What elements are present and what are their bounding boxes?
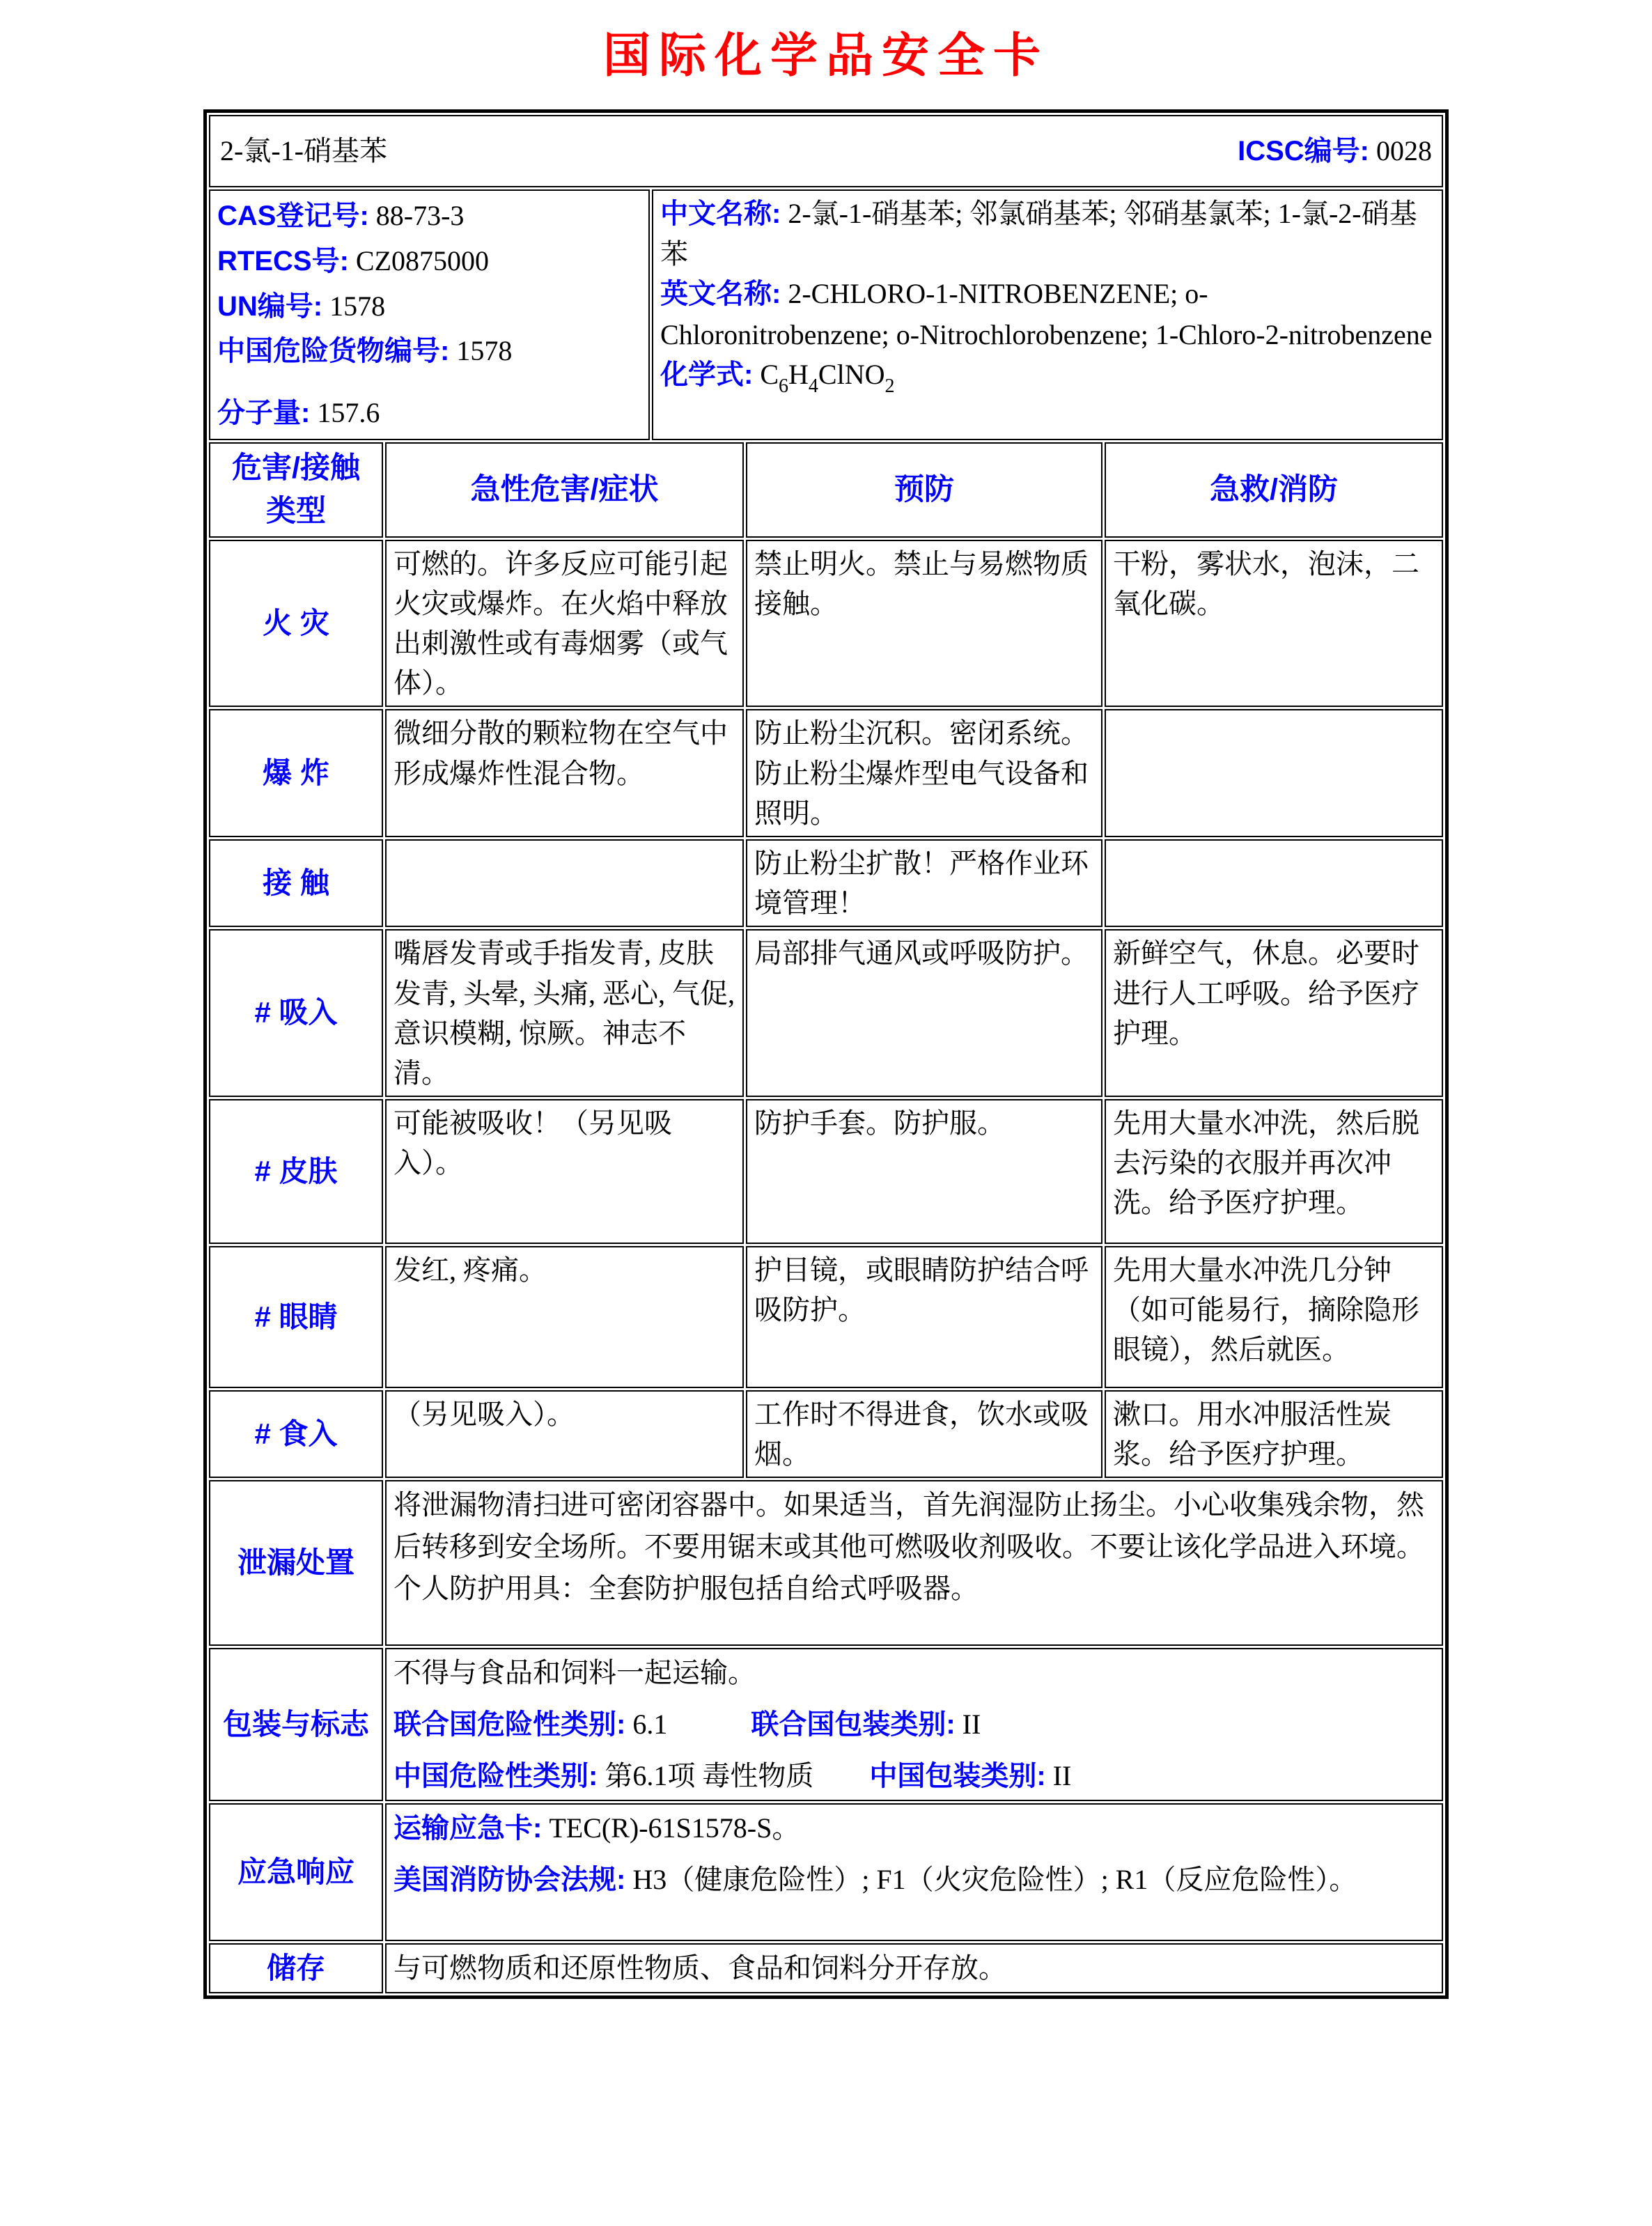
rtecs-label: RTECS号:	[217, 245, 349, 277]
hazard-row-fire	[209, 540, 1443, 708]
packaging-content	[385, 1648, 1443, 1801]
ingestion-symptoms: （另见吸入）。	[385, 1390, 744, 1478]
emergency-label: 应急响应	[209, 1803, 383, 1941]
hazard-type-ingestion: # 食入	[209, 1390, 383, 1478]
nfpa-value: H3（健康危险性）; F1（火灾危险性）; R1（反应危险性）。	[632, 1864, 1357, 1896]
inhalation-aid: 新鲜空气，休息。必要时进行人工呼吸。给予医疗护理。	[1105, 929, 1443, 1097]
storage-label: 储存	[209, 1943, 383, 1993]
cn-pack-group-value: II	[1052, 1760, 1072, 1792]
explosion-aid	[1105, 709, 1443, 837]
ingestion-aid: 漱口。用水冲服活性炭浆。给予医疗护理。	[1105, 1390, 1443, 1478]
hazard-header-row	[209, 442, 1443, 538]
contact-aid	[1105, 839, 1443, 927]
eyes-aid: 先用大量水冲洗几分钟（如可能易行，摘除隐形眼镜），然后就医。	[1105, 1246, 1443, 1388]
formula-value: $C_6H_4ClNO_2$	[760, 358, 895, 397]
chinese-names-label: 中文名称:	[660, 199, 781, 229]
hazard-row-inhalation	[209, 929, 1443, 1097]
hazard-row-explosion	[209, 709, 1443, 837]
hazard-type-eyes: # 眼睛	[209, 1246, 383, 1388]
page-title: 国际化学品安全卡	[602, 29, 1049, 82]
packaging-un-line	[393, 1704, 1435, 1745]
hazard-row-ingestion	[209, 1390, 1443, 1478]
chinese-names-line	[660, 194, 1435, 274]
emergency-content	[385, 1803, 1443, 1941]
eyes-prevention: 护目镜，或眼睛防护结合呼吸防护。	[746, 1246, 1102, 1388]
identifiers-cell	[209, 189, 650, 440]
un-line	[217, 284, 641, 329]
rtecs-line	[217, 239, 641, 284]
storage-row	[209, 1943, 1443, 1993]
card-header-row	[209, 115, 1443, 187]
identification-row	[209, 189, 1443, 440]
hazard-row-eyes	[209, 1246, 1443, 1388]
un-label: UN编号:	[217, 290, 323, 322]
icsc-number	[1238, 131, 1432, 171]
cn-dangerous-goods-value: 1578	[456, 335, 513, 367]
molecular-weight-label: 分子量:	[217, 398, 311, 429]
cn-pack-group-label: 中国包装类别:	[869, 1761, 1046, 1792]
molecular-weight-value: 157.6	[317, 397, 380, 429]
chemical-name: 2-氯-1-硝基苯	[220, 135, 387, 167]
col-header-first-aid: 急救/消防	[1105, 442, 1443, 538]
hazard-type-fire: 火 灾	[209, 540, 383, 708]
spillage-text: 将泄漏物清扫进可密闭容器中。如果适当，首先润湿防止扬尘。小心收集残余物，然后转移到安全场所。不要用锯末或其他可燃吸收剂吸收。不要让该化学品进入环境。个人防护用具：全套防护服包括自给式呼吸器。	[385, 1480, 1443, 1646]
fire-symptoms: 可燃的。许多反应可能引起火灾或爆炸。在火焰中释放出刺激性或有毒烟雾（或气体）。	[385, 540, 744, 708]
hazard-type-inhalation: # 吸入	[209, 929, 383, 1097]
spillage-label: 泄漏处置	[209, 1480, 383, 1646]
col-header-prevention: 预防	[746, 442, 1102, 538]
hazard-type-skin: # 皮肤	[209, 1099, 383, 1244]
contact-prevention: 防止粉尘扩散！严格作业环境管理！	[746, 839, 1102, 927]
eyes-symptoms: 发红, 疼痛。	[385, 1246, 744, 1388]
un-pack-group-label: 联合国包装类别:	[751, 1709, 956, 1741]
explosion-prevention: 防止粉尘沉积。密闭系统。防止粉尘爆炸型电气设备和照明。	[746, 709, 1102, 837]
english-names-line	[660, 274, 1435, 354]
cas-label: CAS登记号:	[217, 201, 369, 231]
fire-prevention: 禁止明火。禁止与易燃物质接触。	[746, 540, 1102, 708]
skin-symptoms: 可能被吸收！（另见吸入）。	[385, 1099, 744, 1244]
cas-line	[217, 194, 641, 239]
skin-prevention: 防护手套。防护服。	[746, 1099, 1102, 1244]
cn-dangerous-goods-line	[217, 329, 641, 374]
inhalation-prevention: 局部排气通风或呼吸防护。	[746, 929, 1102, 1097]
formula-label: 化学式:	[660, 359, 754, 390]
chinese-names-value: 2-氯-1-硝基苯; 邻氯硝基苯; 邻硝基氯苯; 1-氯-2-硝基苯	[660, 198, 1417, 270]
skin-aid: 先用大量水冲洗，然后脱去污染的衣服并再次冲洗。给予医疗护理。	[1105, 1099, 1443, 1244]
hazard-row-skin	[209, 1099, 1443, 1244]
english-names-value: 2-CHLORO-1-NITROBENZENE; o-Chloronitrobenzene; o-Nitrochlorobenzene; 1-Chloro-2-nitrobenzene	[660, 278, 1433, 350]
molecular-weight-line	[217, 391, 641, 436]
packaging-transport-note: 不得与食品和饲料一起运输。	[393, 1657, 756, 1689]
hazard-type-contact: 接 触	[209, 839, 383, 927]
ingestion-prevention: 工作时不得进食，饮水或吸烟。	[746, 1390, 1102, 1478]
transport-emergency-card-line	[393, 1807, 1435, 1849]
spillage-row	[209, 1480, 1443, 1646]
packaging-label: 包装与标志	[209, 1648, 383, 1801]
cas-value: 88-73-3	[375, 200, 465, 231]
emergency-row	[209, 1803, 1443, 1941]
un-pack-group-value: II	[962, 1709, 981, 1741]
hazard-row-contact	[209, 839, 1443, 927]
contact-symptoms	[385, 839, 744, 927]
storage-text: 与可燃物质和还原性物质、食品和饲料分开存放。	[385, 1943, 1443, 1993]
rtecs-value: CZ0875000	[355, 244, 490, 277]
transport-emergency-card-value: TEC(R)-61S1578-S。	[549, 1812, 800, 1844]
cn-hazard-class-label: 中国危险性类别:	[393, 1761, 598, 1792]
un-hazard-class-value: 6.1	[632, 1709, 668, 1741]
fire-aid: 干粉，雾状水，泡沫，二氧化碳。	[1105, 540, 1443, 708]
hazard-type-explosion: 爆 炸	[209, 709, 383, 837]
col-header-hazard-type: 危害/接触类型	[209, 442, 383, 538]
explosion-symptoms: 微细分散的颗粒物在空气中形成爆炸性混合物。	[385, 709, 744, 837]
english-names-label: 英文名称:	[660, 279, 781, 310]
col-header-symptoms: 急性危害/症状	[385, 442, 744, 538]
cn-hazard-class-value: 第6.1项 毒性物质	[605, 1760, 814, 1792]
nfpa-line	[393, 1859, 1435, 1901]
safety-card	[203, 109, 1449, 1999]
nfpa-label: 美国消防协会法规:	[393, 1865, 626, 1896]
packaging-cn-line	[393, 1755, 1435, 1797]
un-hazard-class-label: 联合国危险性类别:	[393, 1709, 626, 1741]
un-value: 1578	[329, 290, 386, 322]
inhalation-symptoms: 嘴唇发青或手指发青, 皮肤发青, 头晕, 头痛, 恶心, 气促, 意识模糊, 惊厥。神志不清。	[385, 929, 744, 1097]
packaging-row	[209, 1648, 1443, 1801]
cn-dangerous-goods-label: 中国危险货物编号:	[217, 336, 450, 367]
icsc-label: ICSC编号:	[1238, 135, 1369, 166]
formula-line	[660, 355, 1435, 395]
names-cell	[652, 189, 1443, 440]
transport-emergency-card-label: 运输应急卡:	[393, 1813, 543, 1844]
icsc-value: 0028	[1376, 134, 1432, 166]
chemical-header-cell	[209, 115, 1443, 187]
